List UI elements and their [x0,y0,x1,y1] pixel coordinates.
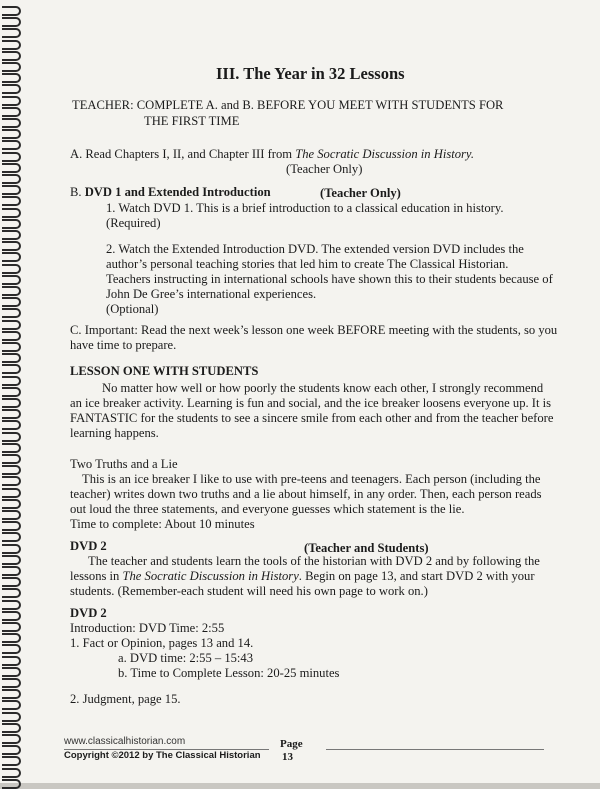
spiral-coil [2,499,21,509]
spiral-coil [2,84,21,94]
spiral-coil [2,678,21,688]
spiral-coil [2,286,21,296]
footer-rule-right [326,749,544,750]
lesson-one-line4: learning happens. [70,426,159,440]
page-footer [64,737,544,767]
spiral-coil [2,364,21,374]
spiral-coil [2,297,21,307]
spiral-coil [2,779,21,789]
dvd2-intro-line2-pre: lessons in [70,569,123,583]
section-b-item2-line3: Teachers instructing in international schools have shown this to their students because of [106,272,553,286]
dvd2-intro-line3: students. (Remember-each student will need his own page to work on.) [70,584,428,598]
dvd2-intro-line2-post: . Begin on page 13, and start DVD 2 with your [298,569,535,583]
spiral-binding [0,0,22,783]
spiral-coil [2,275,21,285]
section-a-text: A. Read Chapters I, II, and Chapter III from [70,147,296,161]
spiral-coil [2,611,21,621]
spiral-coil [2,73,21,83]
dvd2-list-item2: 2. Judgment, page 15. [70,692,181,706]
spiral-coil [2,555,21,565]
lesson-one-line2: an ice breaker activity. Learning is fun and social, and the ice breaker loosens everyone up. It is [70,396,552,410]
dvd2-intro-line1: The teacher and students learn the tools of the historian with DVD 2 and by following the [88,554,540,568]
spiral-coil [2,488,21,498]
spiral-coil [2,96,21,106]
spiral-coil [2,577,21,587]
spiral-coil [2,118,21,128]
spiral-coil [2,600,21,610]
dvd2-intro-heading: DVD 2 [70,539,107,553]
spiral-coil [2,185,21,195]
spiral-coil [2,409,21,419]
section-b-heading [70,185,271,200]
footer-url: www.classicalhistorian.com [64,736,186,747]
section-b-item1-line1: 1. Watch DVD 1. This is a brief introduction to a classical education in history. [106,201,504,215]
teacher-note-line1: TEACHER: COMPLETE A. and B. BEFORE YOU MEET WITH STUDENTS FOR [72,98,504,112]
spiral-coil [2,588,21,598]
spiral-coil [2,465,21,475]
spiral-coil [2,196,21,206]
section-b-letter: B. [70,185,85,199]
dvd2-intro-tag: (Teacher and Students) [304,541,429,555]
spiral-coil [2,633,21,643]
section-a [70,147,474,162]
section-a-book: The Socratic Discussion in History. [295,147,474,161]
two-truths-heading: Two Truths and a Lie [70,457,178,471]
spiral-coil [2,476,21,486]
section-c-line1: C. Important: Read the next week’s lesson one week BEFORE meeting with the students, so you [70,323,558,337]
spiral-coil [2,700,21,710]
dvd2-list-item1b: b. Time to Complete Lesson: 20-25 minutes [118,666,340,680]
section-b-item2-line2: author’s personal teaching stories that led him to create The Classical Historian. [106,257,509,271]
footer-page-number: 13 [282,751,293,763]
footer-page-label: Page [280,738,303,750]
spiral-coil [2,241,21,251]
spiral-coil [2,230,21,240]
spiral-coil [2,163,21,173]
spiral-coil [2,62,21,72]
lesson-one-heading: LESSON ONE WITH STUDENTS [70,364,259,378]
spiral-coil [2,152,21,162]
dvd2-intro-book: The Socratic Discussion in History [122,569,299,583]
footer-copyright: Copyright ©2012 by The Classical Historian [64,750,261,761]
spiral-coil [2,107,21,117]
spiral-coil [2,443,21,453]
spiral-coil [2,264,21,274]
section-a-note: (Teacher Only) [286,162,363,176]
spiral-coil [2,712,21,722]
spiral-coil [2,51,21,61]
spiral-coil [2,723,21,733]
spiral-coil [2,544,21,554]
spiral-coil [2,745,21,755]
spiral-coil [2,40,21,50]
spiral-coil [2,667,21,677]
spiral-coil [2,331,21,341]
dvd2-list-item1a: a. DVD time: 2:55 – 15:43 [118,651,254,665]
spiral-coil [2,432,21,442]
spiral-coil [2,734,21,744]
spiral-coil [2,219,21,229]
dvd2-intro-line2 [70,569,535,584]
section-b-title: DVD 1 and Extended Introduction [84,185,271,199]
spiral-coil [2,656,21,666]
spiral-coil [2,342,21,352]
section-b-item1-line2: (Required) [106,216,161,230]
spiral-coil [2,398,21,408]
spiral-coil [2,308,21,318]
lesson-one-line1: No matter how well or how poorly the students know each other, I strongly recommend [102,381,544,395]
spiral-coil [2,353,21,363]
spiral-coil [2,521,21,531]
dvd2-list-item1: 1. Fact or Opinion, pages 13 and 14. [70,636,254,650]
teacher-note-line2: THE FIRST TIME [144,114,240,128]
spiral-coil [2,510,21,520]
section-b-item2-line4: John De Gree’s international experiences. [106,287,317,301]
two-truths-line2: teacher) writes down two truths and a lie about himself, in any order. Then, each person reads [70,487,542,501]
spiral-coil [2,17,21,27]
spiral-coil [2,320,21,330]
spiral-coil [2,174,21,184]
dvd2-list-intro: Introduction: DVD Time: 2:55 [70,621,225,635]
two-truths-line1: This is an ice breaker I like to use with pre-teens and teenagers. Each person (including the [82,472,541,486]
spiral-coil [2,756,21,766]
spiral-coil [2,208,21,218]
spiral-coil [2,689,21,699]
section-b-item2-line1: 2. Watch the Extended Introduction DVD. The extended version DVD includes the [106,242,524,256]
spiral-coil [2,28,21,38]
section-b-item2-line5: (Optional) [106,302,159,316]
spiral-coil [2,387,21,397]
spiral-coil [2,129,21,139]
spiral-coil [2,252,21,262]
spiral-coil [2,140,21,150]
spiral-coil [2,420,21,430]
spiral-coil [2,454,21,464]
spiral-coil [2,622,21,632]
page-title: III. The Year in 32 Lessons [216,64,405,83]
spiral-coil [2,644,21,654]
spiral-coil [2,6,21,16]
section-b-tag: (Teacher Only) [320,186,401,200]
spiral-coil [2,532,21,542]
spiral-coil [2,376,21,386]
spiral-coil [2,566,21,576]
dvd2-list-heading: DVD 2 [70,606,107,620]
section-c-line2: have time to prepare. [70,338,177,352]
two-truths-line4: Time to complete: About 10 minutes [70,517,255,531]
lesson-one-line3: FANTASTIC for the students to see a sincere smile from each other and from the teacher before [70,411,554,425]
two-truths-line3: out loud the three statements, and everyone guesses which statement is the lie. [70,502,465,516]
spiral-coil [2,768,21,778]
